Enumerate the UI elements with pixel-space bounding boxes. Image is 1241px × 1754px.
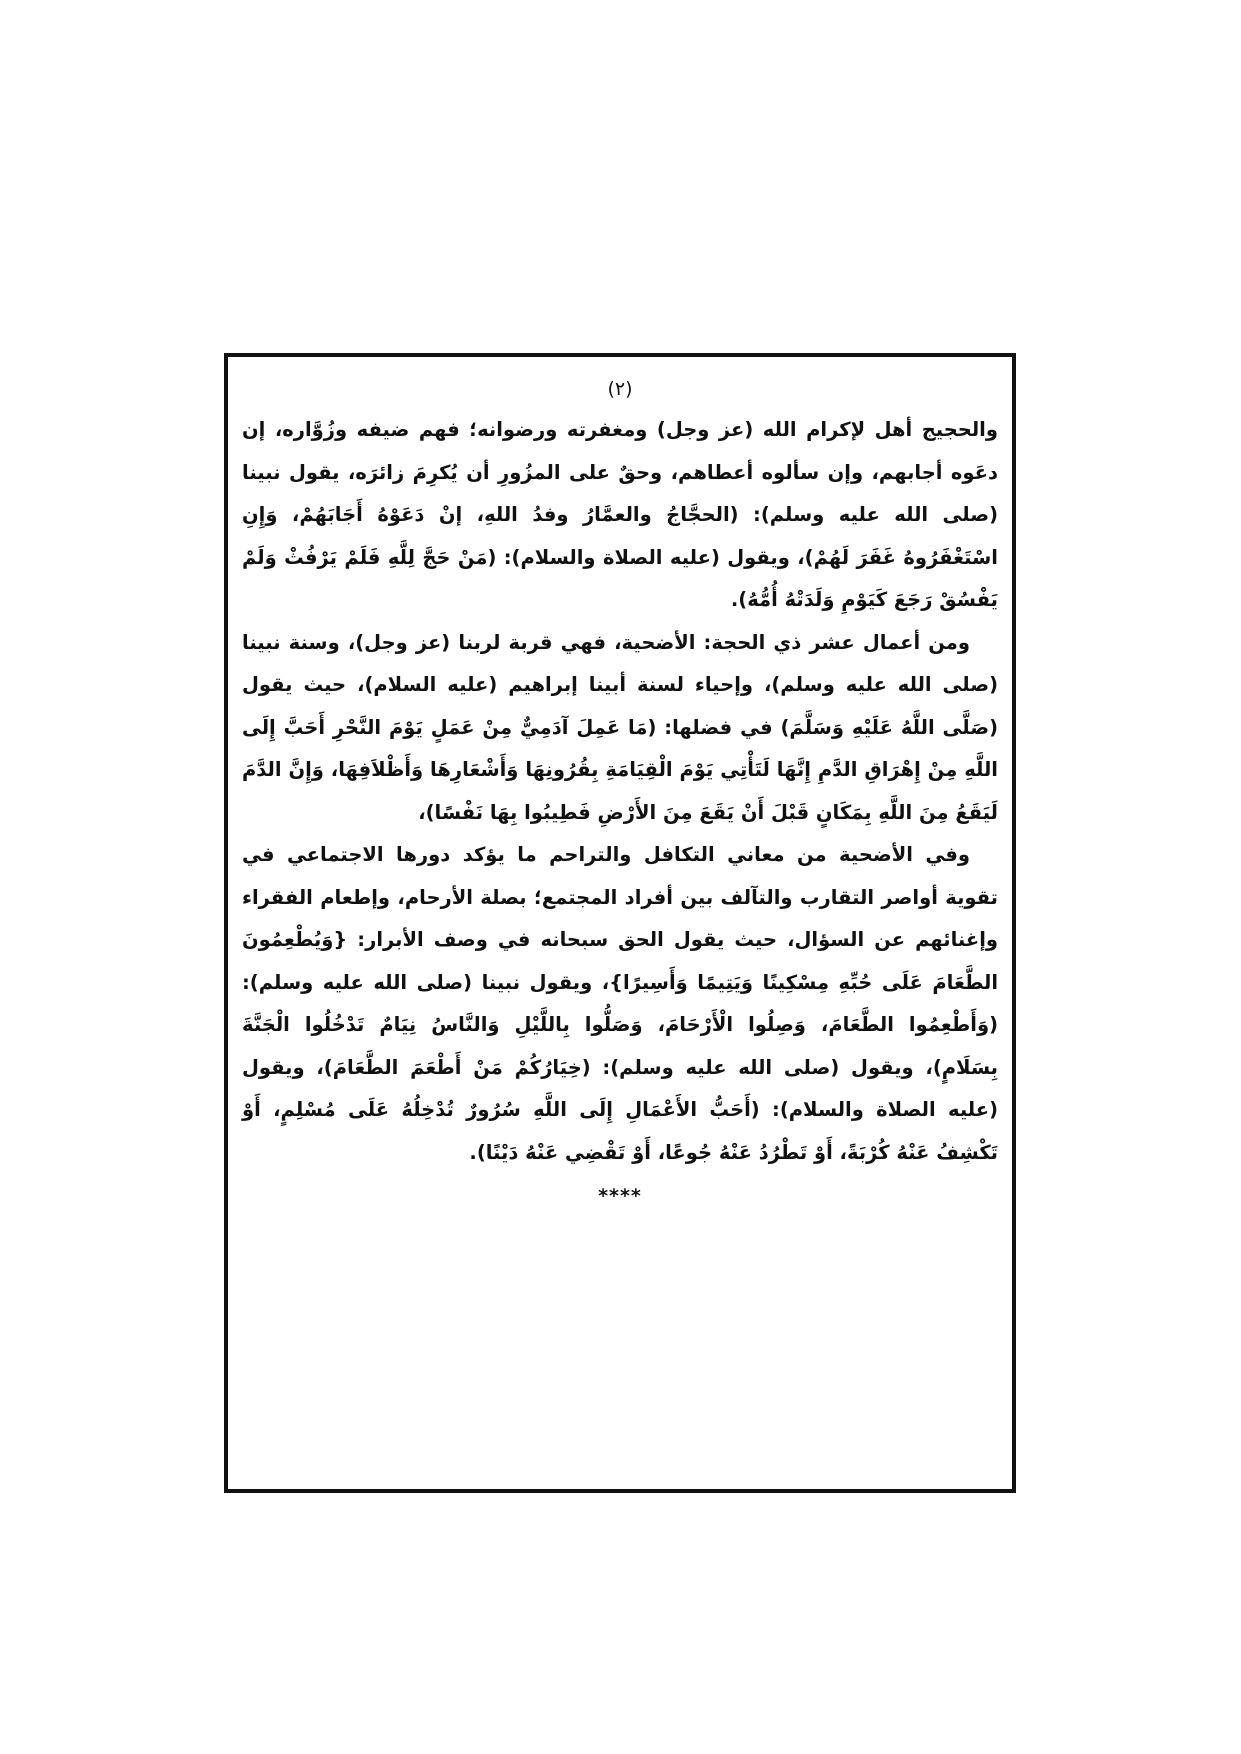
page-border-frame	[224, 353, 1016, 1493]
paragraph-sacrifice: ومن أعمال عشر ذي الحجة: الأضحية، فهي قربة لربنا (عز وجل)، وسنة نبينا (صلى الله عليه وسلم)، وإحياء لسنة أبينا إبراهيم (عليه السلام)، حيث يقول (صَلَّى اللَّهُ عَلَيْهِ وَسَلَّمَ) في فضلها: (مَا عَمِلَ آدَمِيٌّ مِنْ عَمَلٍ يَوْمَ النَّحْرِ أَحَبَّ إِلَى اللَّهِ مِنْ إِهْرَاقِ الدَّمِ إِنَّهَا لَتَأْتِي يَوْمَ الْقِيَامَةِ بِقُرُونِهَا وَأَشْعَارِهَا وَأَظْلاَفِهَا، وَإِنَّ الدَّمَ لَيَقَعُ مِنَ اللَّهِ بِمَكَانٍ قَبْلَ أَنْ يَقَعَ مِنَ الأَرْضِ فَطِيبُوا بِهَا نَفْسًا)،	[242, 630, 998, 824]
paragraph-solidarity: وفي الأضحية من معاني التكافل والتراحم ما يؤكد دورها الاجتماعي في تقوية أواصر التقارب والتآلف بين أفراد المجتمع؛ بصلة الأرحام، وإطعام الفقراء وإغنائهم عن السؤال، حيث يقول الحق سبحانه في وصف الأبرار: {وَيُطْعِمُونَ الطَّعَامَ عَلَى حُبِّهِ مِسْكِينًا وَيَتِيمًا وَأَسِيرًا}، ويقول نبينا (صلى الله عليه وسلم): (وَأَطْعِمُوا الطَّعَامَ، وَصِلُوا الْأَرْحَامَ، وَصَلُّوا بِاللَّيْلِ وَالنَّاسُ نِيَامٌ تَدْخُلُوا الْجَنَّةَ بِسَلَامٍ)، ويقول (صلى الله عليه وسلم): (خِيَارُكُمْ مَنْ أَطْعَمَ الطَّعَامَ)، ويقول (عليه الصلاة والسلام): (أَحَبُّ الأَعْمَالِ إِلَى اللَّهِ سُرُورٌ تُدْخِلُهُ عَلَى مُسْلِمٍ، أَوْ تَكْشِفُ عَنْهُ كُرْبَةً، أَوْ تَطْرُدُ عَنْهُ جُوعًا، أَوْ تَقْضِي عَنْهُ دَيْنًا).	[242, 843, 998, 1164]
paragraph-pilgrims: والحجيج أهل لإكرام الله (عز وجل) ومغفرته ورضوانه؛ فهم ضيفه وزُوَّاره، إن دعَوه أجابهم، وإن سألوه أعطاهم، وحقٌ على المزُورِ أن يُكرِمَ زائرَه، يقول نبينا (صلى الله عليه وسلم): (الحجَّاجُ والعمَّارُ وفدُ اللهِ، إنْ دَعَوْهُ أَجَابَهُمْ، وَإِنِ اسْتَغْفَرُوهُ غَفَرَ لَهُمْ)، ويقول (عليه الصلاة والسلام): (مَنْ حَجَّ لِلَّهِ فَلَمْ يَرْفُثْ وَلَمْ يَفْسُقْ رَجَعَ كَيَوْمِ وَلَدَتْهُ أُمُّهُ).	[242, 418, 998, 611]
section-separator: ****	[598, 1185, 642, 1207]
page-number: (٢)	[607, 378, 633, 400]
page-content	[242, 371, 998, 1216]
